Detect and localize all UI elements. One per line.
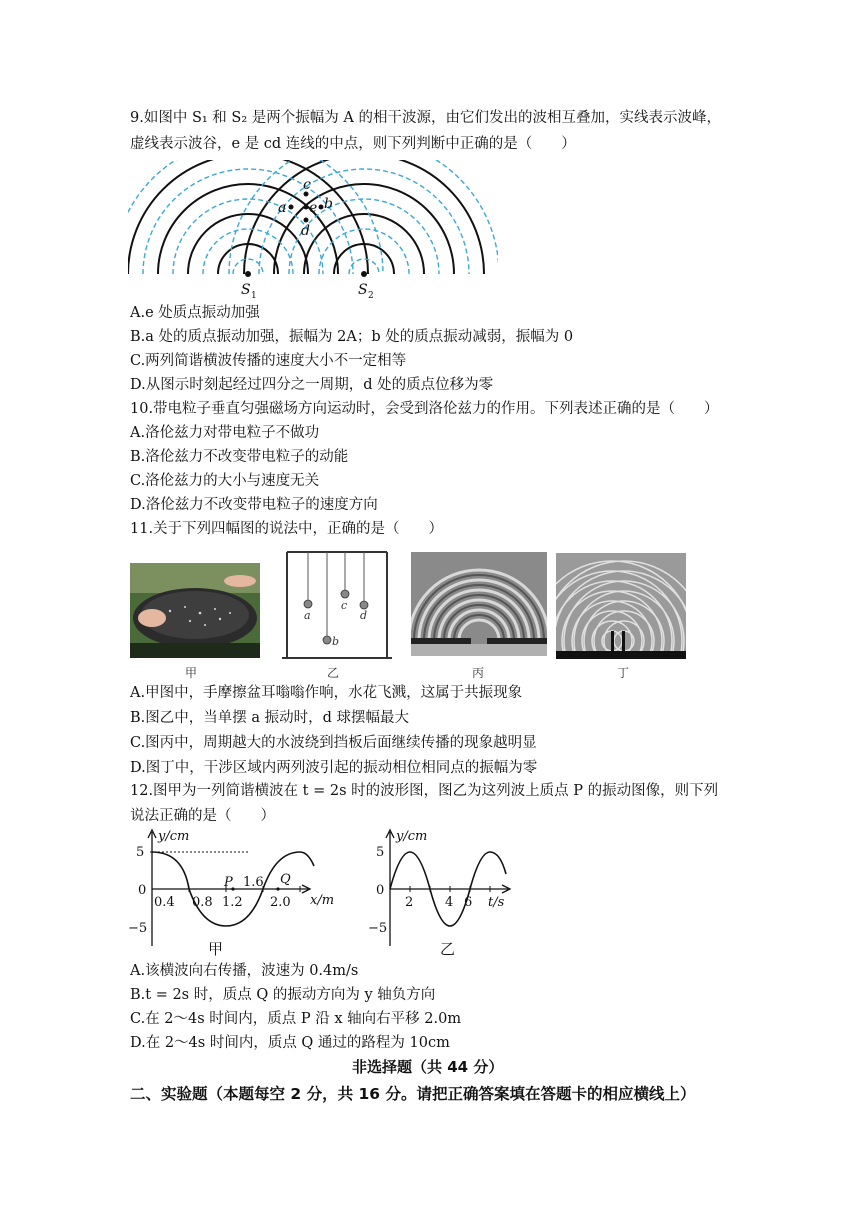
waveform-graph bbox=[128, 826, 348, 956]
q12-option-a: A.该横波向右传播，波速为 0.4m/s bbox=[130, 963, 359, 979]
vibration-ytick-5: 5 bbox=[376, 845, 385, 860]
vibration-graph bbox=[368, 826, 528, 956]
point-e-label: e bbox=[309, 200, 318, 216]
vibration-ylabel: y/cm bbox=[396, 829, 428, 844]
waveform-ytick-neg5: −5 bbox=[128, 921, 148, 936]
caption-ding: 丁 bbox=[617, 666, 630, 680]
vibration-ytick-0: 0 bbox=[376, 883, 385, 898]
source-s1-sub: 1 bbox=[251, 291, 257, 300]
pendulum-c-label: c bbox=[341, 599, 348, 612]
waveform-xtick-0.4: 0.4 bbox=[154, 895, 175, 910]
basin-photo bbox=[130, 563, 260, 658]
pendulum-b-label: b bbox=[332, 635, 340, 648]
vibration-xtick-4: 4 bbox=[445, 895, 454, 910]
q10-stem: 10.带电粒子垂直匀强磁场方向运动时，会受到洛伦兹力的作用。下列表述正确的是（ ） bbox=[130, 401, 719, 417]
q10-option-b: B.洛伦兹力不改变带电粒子的动能 bbox=[130, 449, 349, 465]
point-b-label: b bbox=[324, 196, 333, 212]
point-c-label: c bbox=[303, 177, 311, 193]
waveform-xtick-0.8: 0.8 bbox=[192, 895, 213, 910]
waveform-xtick-2.0: 2.0 bbox=[270, 895, 291, 910]
waveform-point-p: P bbox=[224, 875, 233, 890]
point-a-label: a bbox=[278, 200, 287, 216]
source-s1-label: S bbox=[241, 282, 251, 298]
q9-option-a: A.e 处质点振动加强 bbox=[130, 305, 260, 321]
vibration-ytick-neg5: −5 bbox=[368, 921, 388, 936]
diffraction-photo bbox=[411, 552, 547, 656]
vibration-xtick-6: 6 bbox=[464, 895, 473, 910]
wave-interference-diagram bbox=[128, 160, 498, 300]
point-d-label: d bbox=[301, 223, 310, 239]
waveform-ylabel: y/cm bbox=[158, 829, 190, 844]
q9-stem-line2: 虚线表示波谷，e 是 cd 连线的中点，则下列判断中正确的是（ ） bbox=[130, 136, 576, 152]
source-s2-label: S bbox=[358, 282, 368, 298]
caption-jia: 甲 bbox=[185, 666, 198, 680]
caption-yi: 乙 bbox=[327, 666, 340, 680]
vibration-xtick-2: 2 bbox=[405, 895, 414, 910]
vibration-xlabel: t/s bbox=[488, 895, 505, 910]
waveform-xtick-1.2: 1.2 bbox=[222, 895, 243, 910]
waveform-xlabel: x/m bbox=[310, 893, 335, 908]
vibration-caption: 乙 bbox=[440, 940, 456, 956]
pendulum-d-label: d bbox=[360, 609, 368, 622]
q10-option-c: C.洛伦兹力的大小与速度无关 bbox=[130, 473, 320, 489]
q10-option-d: D.洛伦兹力不改变带电粒子的速度方向 bbox=[130, 497, 378, 513]
q9-option-b: B.a 处的质点振动加强，振幅为 2A；b 处的质点振动减弱，振幅为 0 bbox=[130, 329, 574, 345]
section-experiment-heading: 二、实验题（本题每空 2 分，共 16 分。请把正确答案填在答题卡的相应横线上） bbox=[130, 1085, 696, 1103]
q11-option-b: B.图乙中，当单摆 a 振动时，d 球摆幅最大 bbox=[130, 710, 410, 726]
q12-option-b: B.t = 2s 时，质点 Q 的振动方向为 y 轴负方向 bbox=[130, 987, 436, 1003]
waveform-ytick-5: 5 bbox=[136, 845, 145, 860]
q11-option-c: C.图丙中，周期越大的水波绕到挡板后面继续传播的现象越明显 bbox=[130, 735, 537, 751]
q10-option-a: A.洛伦兹力对带电粒子不做功 bbox=[130, 425, 320, 441]
pendulum-diagram bbox=[282, 550, 392, 660]
q11-stem: 11.关于下列四幅图的说法中，正确的是（ ） bbox=[130, 521, 444, 537]
waveform-ytick-0: 0 bbox=[138, 883, 147, 898]
q12-stem-line2: 说法正确的是（ ） bbox=[130, 808, 275, 824]
q12-option-d: D.在 2～4s 时间内，质点 Q 通过的路程为 10cm bbox=[130, 1035, 450, 1051]
caption-bing: 丙 bbox=[472, 666, 485, 680]
pendulum-a-label: a bbox=[304, 609, 311, 622]
waveform-point-q: Q bbox=[280, 872, 291, 887]
q11-option-d: D.图丁中，干涉区域内两列波引起的振动相位相同点的振幅为零 bbox=[130, 760, 538, 776]
source-s2-sub: 2 bbox=[368, 291, 374, 300]
q12-stem-line1: 12.图甲为一列简谐横波在 t = 2s 时的波形图，图乙为这列波上质点 P 的振动图像，则下列 bbox=[130, 783, 719, 799]
interference-photo bbox=[556, 553, 686, 659]
q9-option-c: C.两列简谐横波传播的速度大小不一定相等 bbox=[130, 353, 407, 369]
q12-option-c: C.在 2～4s 时间内，质点 P 沿 x 轴向右平移 2.0m bbox=[130, 1011, 462, 1027]
waveform-caption: 甲 bbox=[208, 940, 224, 956]
waveform-xtick-1.6: 1.6 bbox=[243, 875, 264, 890]
q11-option-a: A.甲图中，手摩擦盆耳嗡嗡作响，水花飞溅，这属于共振现象 bbox=[130, 685, 523, 701]
q9-stem-line1: 9.如图中 S₁ 和 S₂ 是两个振幅为 A 的相干波源，由它们发出的波相互叠加，实线表示波峰， bbox=[130, 110, 721, 126]
section-nonchoice-heading: 非选择题（共 44 分） bbox=[352, 1058, 504, 1076]
q9-option-d: D.从图示时刻起经过四分之一周期，d 处的质点位移为零 bbox=[130, 377, 494, 393]
